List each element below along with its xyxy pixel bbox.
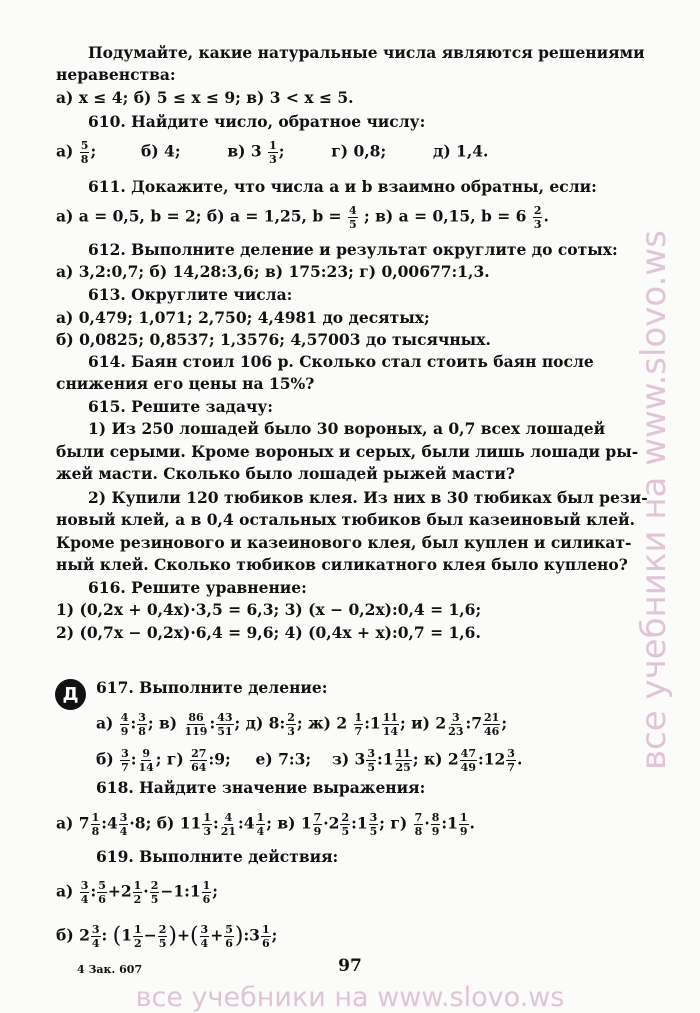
- fraction: $\frac{2}{3}$: [533, 204, 542, 231]
- text-line: Подумайте, какие натуральные числа являются решениями: [88, 43, 645, 62]
- fraction: $\frac{5}{8}$: [80, 139, 89, 166]
- problem-617-row1: а) $\frac{4}{9}$ : $\frac{3}{8}$ ; в) $\frac{86}{119}$ : $\frac{43}{51}$ ; д) 8: $\frac{2}{3}$ ; ж) 2 $\frac{1}{7}$ :1 $\frac{11}{14}$ ; и) 2 $\frac{3}{23}$ :7 $\frac{21}{46}$ ;: [96, 711, 508, 738]
- fraction: $\frac{5}{6}$: [225, 923, 233, 950]
- label: е) 7:3;: [255, 749, 312, 769]
- problem-617-heading: 617. Выполните деление:: [96, 678, 328, 697]
- fraction: $\frac{3}{4}$: [80, 879, 89, 906]
- label: а) 7: [56, 813, 90, 833]
- problem-611-items: а) a = 0,5, b = 2; б) a = 1,25, b = $\frac{4}{5}$ ; в) a = 0,15, b = 6 $\frac{2}{3}$ .: [56, 204, 549, 231]
- fraction: $\frac{1}{3}$: [269, 139, 277, 166]
- label: б) a = 1,25, b =: [206, 206, 342, 226]
- fraction: $\frac{4}{9}$: [120, 711, 129, 738]
- fraction: $\frac{43}{51}$: [217, 711, 233, 738]
- text-line: 2) Купили 120 тюбиков клея. Из них в 30 тюбиках был рези-: [88, 488, 648, 507]
- problem-617-row2: б) $\frac{3}{7}$ : $\frac{9}{14}$ ; г) $\frac{27}{64}$ :9; е) 7:3; з) 3 $\frac{3}{5}$ :1 $\frac{11}{25}$ ; к) 2 $\frac{47}{49}$ :12 $\frac{3}{7}$ .: [96, 747, 523, 774]
- text-line: были серыми. Кроме вороных и серых, были лишь лошади ры-: [56, 442, 639, 461]
- label: ; в) 1: [266, 813, 312, 833]
- fraction: $\frac{86}{119}$: [184, 711, 208, 738]
- label: в) 3: [227, 141, 262, 161]
- label: б): [96, 749, 114, 769]
- text-line: жей масти. Сколько было лошадей рыжей масти?: [56, 464, 515, 483]
- page-number: 97: [338, 956, 362, 976]
- problem-619-heading: 619. Выполните действия:: [96, 847, 339, 866]
- text-line: 1) Из 250 лошадей было 30 вороных, а 0,7 всех лошадей: [88, 419, 606, 438]
- fraction: $\frac{5}{6}$: [98, 879, 106, 906]
- fraction: $\frac{3}{8}$: [138, 711, 146, 738]
- fraction: $\frac{2}{3}$: [287, 711, 295, 738]
- text-line: а) 3,2:0,7; б) 14,28:3,6; в) 175:23; г) 0,00677:1,3.: [56, 262, 490, 281]
- fraction: $\frac{1}{6}$: [261, 923, 270, 950]
- label: а): [56, 141, 74, 161]
- problem-619-b: б) 2 $\frac{3}{4}$ : (1 $\frac{1}{2}$ − $\frac{2}{5}$ )+( $\frac{3}{4}$ + $\frac{5}{6}$ ):3 $\frac{1}{6}$ ;: [56, 923, 278, 950]
- text-line: а) 0,479; 1,071; 2,750; 4,4981 до десятых;: [56, 308, 430, 327]
- text-line: 2) (0,7x − 0,2x)·6,4 = 9,6; 4) (0,4x + x):0,7 = 1,6.: [56, 623, 481, 642]
- label: г) 0,8;: [331, 141, 387, 161]
- label: в): [158, 713, 178, 733]
- fraction: $\frac{3}{5}$: [369, 811, 378, 838]
- fraction: $\frac{1}{7}$: [354, 711, 363, 738]
- problem-615-heading: 615. Решите задачу:: [88, 397, 273, 416]
- label: ; б) 11: [145, 813, 202, 833]
- problem-616-heading: 616. Решите уравнение:: [88, 578, 307, 597]
- fraction: $\frac{3}{7}$: [507, 747, 515, 774]
- text-line: Кроме резинового и казеинового клея, был куплен и силикат-: [56, 533, 632, 552]
- fraction: $\frac{1}{3}$: [203, 811, 211, 838]
- fraction: $\frac{11}{14}$: [382, 711, 399, 738]
- fraction: $\frac{2}{5}$: [150, 879, 159, 906]
- label: ; ж) 2: [296, 713, 348, 733]
- label: ; г): [155, 749, 184, 769]
- order-number: 4 Зак. 607: [77, 963, 143, 976]
- text-line: б) 0,0825; 0,8537; 1,3576; 4,57003 до тысячных.: [56, 330, 491, 349]
- text-line: неравенства:: [56, 65, 176, 84]
- fraction: $\frac{7}{8}$: [414, 811, 423, 838]
- problem-618-items: а) 7 $\frac{1}{8}$ :4 $\frac{3}{4}$ ·8; б) 11 $\frac{1}{3}$ : $\frac{4}{21}$ :4 $\frac{1}{4}$ ; в) 1 $\frac{7}{9}$ ·2 $\frac{2}{5}$ :1 $\frac{3}{5}$ ; г) $\frac{7}{8}$ · $\frac{8}{9}$ :1 $\frac{1}{9}$ .: [56, 811, 475, 838]
- label: ; к) 2: [412, 749, 459, 769]
- fraction: $\frac{1}{2}$: [133, 879, 142, 906]
- fraction: $\frac{1}{4}$: [256, 811, 265, 838]
- label: ; в) a = 0,15, b = 6: [364, 206, 527, 226]
- fraction: $\frac{2}{5}$: [341, 811, 350, 838]
- fraction: $\frac{2}{5}$: [158, 923, 167, 950]
- label: б) 4;: [140, 141, 181, 161]
- fraction: $\frac{3}{23}$: [448, 711, 464, 738]
- problem-613-heading: 613. Округлите числа:: [88, 285, 293, 304]
- label: д) 1,4.: [433, 141, 489, 161]
- problem-614-heading: 614. Баян стоил 106 р. Сколько стал стоить баян после: [88, 352, 594, 371]
- problem-618-heading: 618. Найдите значение выражения:: [96, 778, 426, 797]
- problem-610-heading: 610. Найдите число, обратное числу:: [88, 112, 426, 131]
- fraction: $\frac{7}{9}$: [313, 811, 322, 838]
- label: :9;: [208, 749, 231, 769]
- label: ; г): [379, 813, 408, 833]
- fraction: $\frac{1}{6}$: [202, 879, 211, 906]
- label: а): [96, 713, 114, 733]
- fraction: $\frac{3}{4}$: [119, 811, 128, 838]
- fraction: $\frac{3}{4}$: [200, 923, 209, 950]
- problem-619-a: а) $\frac{3}{4}$ : $\frac{5}{6}$ +2 $\frac{1}{2}$ · $\frac{2}{5}$ −1:1 $\frac{1}{6}$ ;: [56, 879, 219, 906]
- fraction: $\frac{3}{5}$: [367, 747, 376, 774]
- text-line: снижения его цены на 15%?: [56, 374, 315, 393]
- fraction: $\frac{1}{8}$: [91, 811, 100, 838]
- problem-610-items: а) $\frac{5}{8}$ ; б) 4; в) 3 $\frac{1}{3}$ ; г) 0,8; д) 1,4.: [56, 139, 489, 166]
- label: б) 2: [56, 925, 90, 945]
- label: а) a = 0,5, b = 2;: [56, 206, 202, 226]
- homework-badge: Д: [55, 679, 86, 710]
- fraction: $\frac{1}{2}$: [134, 923, 142, 950]
- fraction: $\frac{11}{25}$: [395, 747, 411, 774]
- label: а): [56, 881, 74, 901]
- fraction: $\frac{4}{5}$: [348, 204, 357, 231]
- watermark-side: все учебники на www.slovo.ws: [634, 230, 674, 770]
- label: з) 3: [331, 749, 366, 769]
- watermark-bottom: все учебники на www.slovo.ws: [135, 982, 565, 1013]
- fraction: $\frac{21}{46}$: [484, 711, 500, 738]
- text-line: новый клей, а в 0,4 остальных тюбиков был казеиновый клей.: [56, 510, 635, 529]
- problem-612-heading: 612. Выполните деление и результат округлите до сотых:: [88, 240, 618, 259]
- text-line: ный клей. Сколько тюбиков силикатного клея было куплено?: [56, 555, 628, 574]
- fraction: $\frac{3}{4}$: [91, 923, 100, 950]
- fraction: $\frac{27}{64}$: [191, 747, 207, 774]
- fraction: $\frac{3}{7}$: [121, 747, 129, 774]
- fraction: $\frac{4}{21}$: [220, 811, 237, 838]
- problem-611-heading: 611. Докажите, что числа a и b взаимно обратны, если:: [88, 177, 597, 196]
- fraction: $\frac{8}{9}$: [431, 811, 440, 838]
- label: ; и) 2: [400, 713, 447, 733]
- label: ; д) 8:: [234, 713, 286, 733]
- text-line: 1) (0,2x + 0,4x)·3,5 = 6,3; 3) (x − 0,2x):0,4 = 1,6;: [56, 600, 482, 619]
- fraction: $\frac{9}{14}$: [138, 747, 154, 774]
- fraction: $\frac{47}{49}$: [460, 747, 476, 774]
- fraction: $\frac{1}{9}$: [459, 811, 468, 838]
- text-line: а) x ≤ 4; б) 5 ≤ x ≤ 9; в) 3 < x ≤ 5.: [56, 88, 354, 107]
